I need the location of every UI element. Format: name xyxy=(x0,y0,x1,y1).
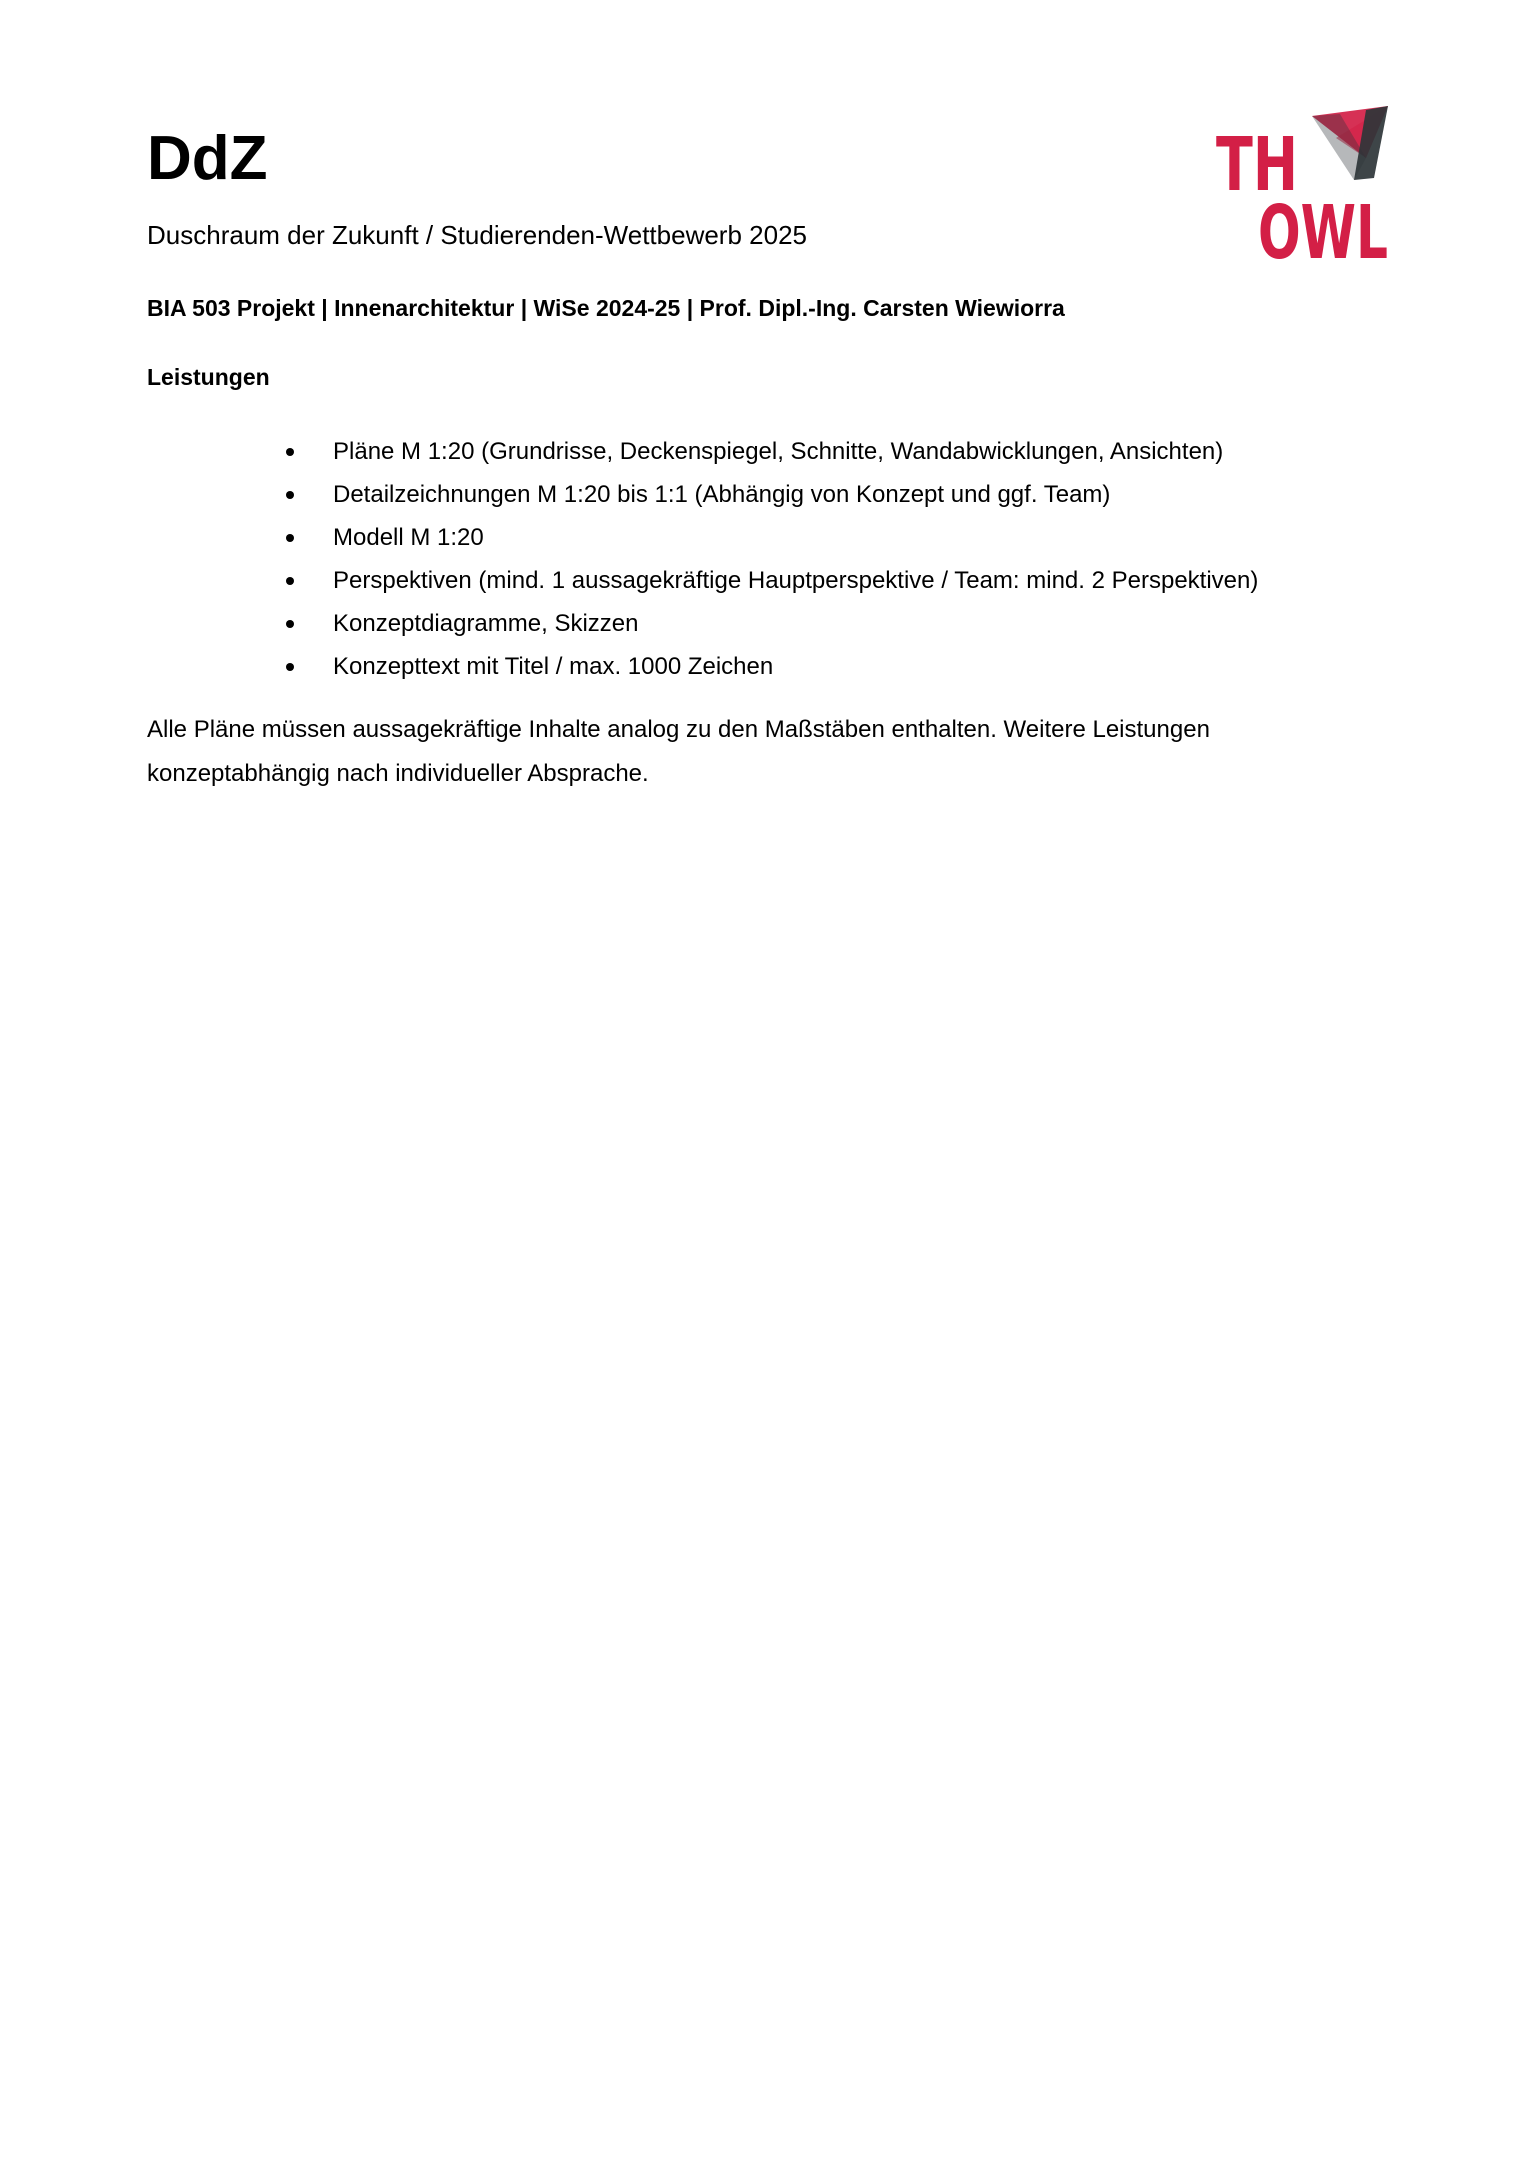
list-item xyxy=(284,516,1258,559)
list-item xyxy=(284,430,1258,473)
list-item-text: Konzepttext mit Titel / max. 1000 Zeichen xyxy=(333,653,774,680)
section-heading-leistungen: Leistungen xyxy=(147,364,270,390)
list-item xyxy=(284,602,1258,645)
list-item xyxy=(284,559,1258,602)
logo-text-line2: OWL xyxy=(1258,190,1388,276)
document-title: DdZ xyxy=(147,124,268,193)
deliverables-list xyxy=(284,430,1258,688)
list-item-text: Pläne M 1:20 (Grundrisse, Deckenspiegel, Schnitte, Wandabwicklungen, Ansichten) xyxy=(333,438,1224,465)
list-item-text: Modell M 1:20 xyxy=(333,524,484,551)
logo-text-line1: TH xyxy=(1216,122,1298,208)
list-item xyxy=(284,473,1258,516)
closing-paragraph: Alle Pläne müssen aussagekräftige Inhalte analog zu den Maßstäben enthalten. Weitere Leistungen konzeptabhängig nach individueller Absprache. xyxy=(147,716,1210,787)
bullet-icon xyxy=(286,491,294,499)
list-item-text: Detailzeichnungen M 1:20 bis 1:1 (Abhängig von Konzept und ggf. Team) xyxy=(333,481,1111,508)
th-owl-logo-graphic xyxy=(1216,98,1396,276)
bullet-icon xyxy=(286,577,294,585)
bullet-icon xyxy=(286,620,294,628)
list-item-text: Konzeptdiagramme, Skizzen xyxy=(333,610,639,637)
bullet-icon xyxy=(286,448,294,456)
bullet-icon xyxy=(286,534,294,542)
bullet-icon xyxy=(286,663,294,671)
th-owl-logo xyxy=(1216,98,1396,276)
course-info-line: BIA 503 Projekt | Innenarchitektur | WiSe 2024-25 | Prof. Dipl.-Ing. Carsten Wiewiorra xyxy=(147,295,1065,321)
list-item xyxy=(284,645,1258,688)
document-subtitle: Duschraum der Zukunft / Studierenden-Wettbewerb 2025 xyxy=(147,220,807,250)
list-item-text: Perspektiven (mind. 1 aussagekräftige Hauptperspektive / Team: mind. 2 Perspektiven) xyxy=(333,567,1259,594)
